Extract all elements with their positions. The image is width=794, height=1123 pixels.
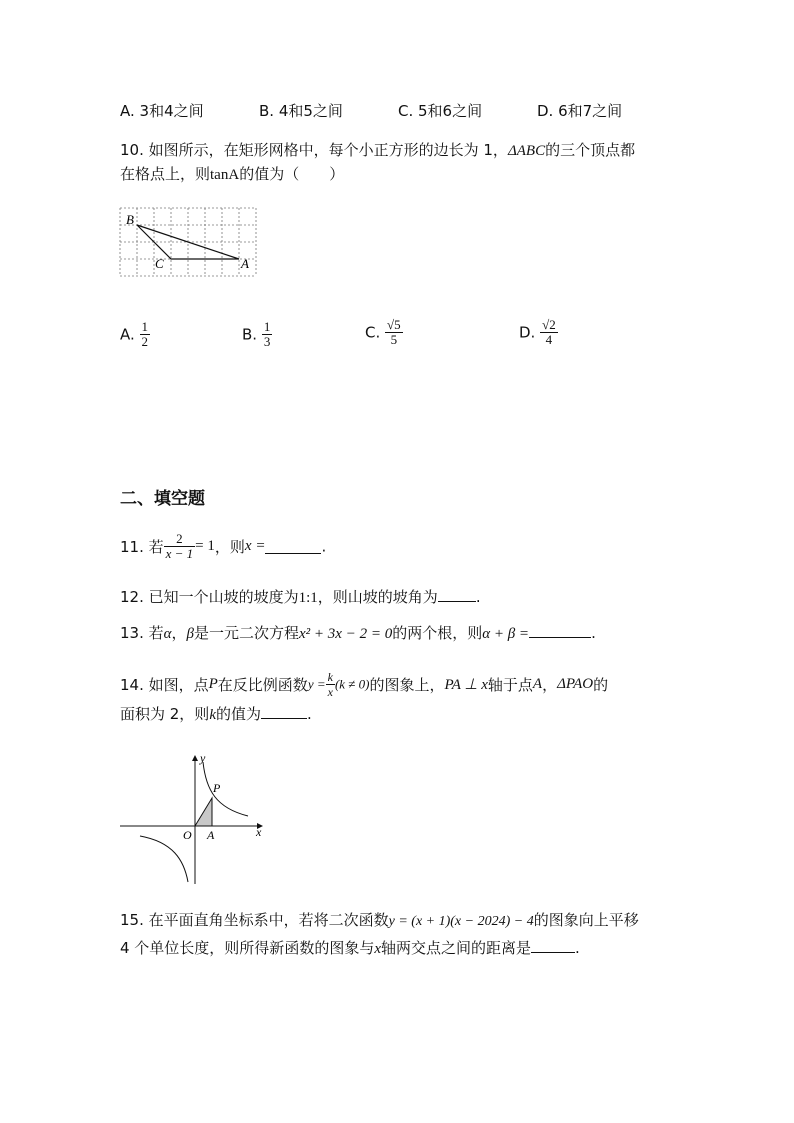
q13 <box>120 622 596 643</box>
answer-blank[interactable] <box>265 539 321 554</box>
answer-blank[interactable] <box>529 623 591 638</box>
q10-expr: tanA <box>210 167 240 183</box>
q11-text: 11. 若 <box>120 538 164 556</box>
fraction <box>385 318 403 347</box>
denominator: x − 1 <box>165 546 194 561</box>
denominator: 4 <box>545 332 553 347</box>
q14-point-p: P <box>208 676 218 692</box>
q14-fn-lhs: y = <box>307 676 326 692</box>
option-letter: A. <box>120 325 135 344</box>
q9-option-c: C. 5和6之间 <box>398 102 483 120</box>
fraction <box>326 670 335 699</box>
q15-text: 15. 在平面直角坐标系中，若将二次函数 <box>120 911 389 929</box>
numerator: √5 <box>387 317 401 332</box>
label-x: x <box>256 825 262 839</box>
q9-option-b: B. 4和5之间 <box>259 102 343 120</box>
q14-triangle: ΔPAO <box>557 676 594 692</box>
option-letter: B. <box>242 325 258 344</box>
q13-end: . <box>591 624 596 642</box>
label-c: C <box>155 256 164 271</box>
q12-ratio: 1:1 <box>298 590 318 606</box>
q15-end: . <box>575 939 580 957</box>
fraction <box>164 532 196 561</box>
q14-text: 轴于点 <box>487 676 533 694</box>
answer-blank[interactable] <box>261 704 307 719</box>
label-b: B <box>126 212 134 227</box>
numerator: k <box>327 670 333 684</box>
numerator: 1 <box>263 319 271 334</box>
q14-point-a: A <box>532 676 543 692</box>
numerator: 2 <box>164 532 196 547</box>
fraction <box>540 318 558 347</box>
q13-sum: α + β = <box>482 626 530 642</box>
fraction <box>140 320 151 349</box>
q14-line2 <box>120 703 312 724</box>
q10-option-d <box>519 318 558 347</box>
q11-var: x = <box>244 538 266 554</box>
q11-text: ，则 <box>214 538 245 556</box>
q15-x: x <box>374 941 381 957</box>
triangle-pao <box>195 798 212 826</box>
hyperbola-branch-2 <box>140 836 188 882</box>
q15-text: 4 个单位长度，则所得新函数的图象与 <box>120 939 375 957</box>
q12 <box>120 586 481 607</box>
q13-text: 是一元二次方程 <box>194 624 300 642</box>
q10-text: 在格点上，则 <box>120 165 211 183</box>
q13-alpha: α <box>163 626 172 642</box>
q12-end: . <box>475 588 481 606</box>
q13-beta: β <box>186 626 194 642</box>
label-a: A <box>241 256 249 271</box>
q10-line1 <box>120 139 635 160</box>
q11-end: . <box>321 537 327 556</box>
q13-sep: ， <box>171 624 187 642</box>
q14-text: 在反比例函数 <box>217 676 308 694</box>
q14-end: . <box>307 705 312 723</box>
label-y: y <box>200 751 206 765</box>
option-letter: D. <box>519 323 536 342</box>
q10-text: 的三个顶点都 <box>545 141 636 159</box>
q12-text: ，则山坡的坡角为 <box>317 588 438 606</box>
q10-option-c <box>365 318 403 347</box>
q9-option-d: D. 6和7之间 <box>537 102 623 120</box>
q14-k: k <box>209 707 216 723</box>
q14-text: 的图象上， <box>369 676 445 694</box>
q15-text: 的图象向上平移 <box>533 911 639 929</box>
q10-grid-figure <box>118 206 260 278</box>
q15-line2 <box>120 937 580 958</box>
q13-text: 13. 若 <box>120 624 164 642</box>
answer-blank[interactable] <box>531 938 575 953</box>
answer-blank[interactable] <box>438 587 476 602</box>
q11-rhs: = 1 <box>195 538 215 554</box>
section-title: 二、填空题 <box>120 489 205 509</box>
q10-option-b <box>242 320 272 349</box>
denominator: x <box>327 685 333 699</box>
q10-text: 10. 如图所示，在矩形网格中，每个小正方形的边长为 1， <box>120 141 508 159</box>
denominator: 3 <box>263 334 271 349</box>
label-o: O <box>183 828 192 842</box>
q14-perp: PA ⊥ x <box>444 677 488 693</box>
denominator: 2 <box>141 334 149 349</box>
q14-hyperbola-figure <box>118 750 268 886</box>
q14-text: 的值为 <box>215 705 261 723</box>
q15-text: 轴两交点之间的距离是 <box>381 939 532 957</box>
option-letter: C. <box>365 323 381 342</box>
q14-condition: (k ≠ 0) <box>334 676 370 692</box>
q10-triangle: ΔABC <box>507 143 546 159</box>
q11 <box>120 532 326 561</box>
label-a: A <box>207 828 215 842</box>
numerator: √2 <box>542 317 556 332</box>
q10-line2 <box>120 163 344 184</box>
q15-function: y = (x + 1)(x − 2024) − 4 <box>388 914 534 929</box>
label-p: P <box>213 781 221 795</box>
q15-line1 <box>120 909 639 930</box>
fraction <box>262 320 273 349</box>
q14-text: 14. 如图，点 <box>120 676 209 694</box>
q13-equation: x² + 3x − 2 = 0 <box>299 626 393 642</box>
q14-text: ， <box>542 676 558 694</box>
q10-option-a <box>120 320 150 349</box>
q10-text: 的值为（ ） <box>239 165 345 183</box>
q14-line1 <box>120 670 608 699</box>
q14-text: 的 <box>593 676 609 694</box>
denominator: 5 <box>390 332 398 347</box>
q13-text: 的两个根，则 <box>392 624 483 642</box>
q9-option-a: A. 3和4之间 <box>120 102 204 120</box>
numerator: 1 <box>141 319 149 334</box>
q14-text: 面积为 2，则 <box>120 705 210 723</box>
q12-text: 12. 已知一个山坡的坡度为 <box>120 588 299 606</box>
